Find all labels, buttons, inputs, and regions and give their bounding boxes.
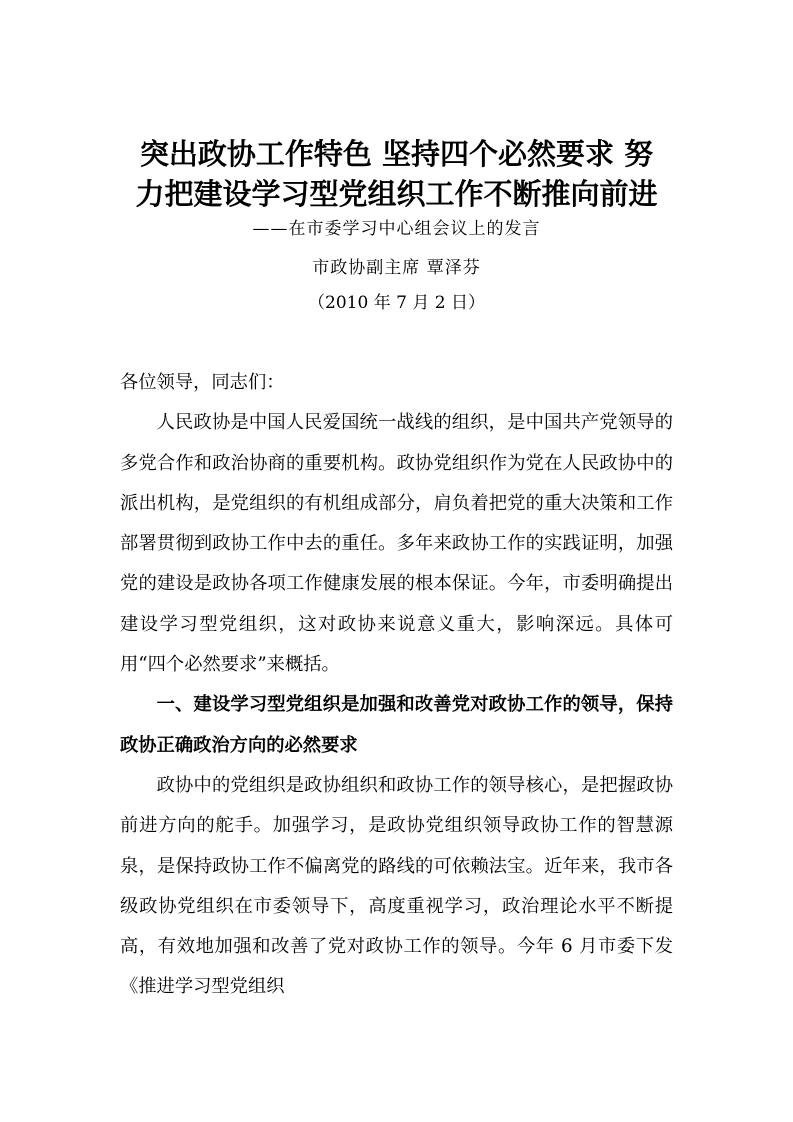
salutation: 各位领导，同志们：: [120, 372, 285, 393]
document-title-line-1: 突出政协工作特色 坚持四个必然要求 努: [139, 137, 654, 171]
section-heading-1: 一、建设学习型党组织是加强和改善党对政协工作的领导，保持政协正确政治方向的必然要求: [120, 694, 673, 756]
paragraph-intro: 人民政协是中国人民爱国统一战线的组织，是中国共产党领导的多党合作和政治协商的重要机构。政协党组织作为党在人民政协中的派出机构，是党组织的有机组成部分，肩负着把党的重大决策和工作部署贯彻到政协工作中去的重任。多年来政协工作的实践证明，加强党的建设是政协各项工作健康发展的根本保证。今年，市委明确提出建设学习型党组织，这对政协来说意义重大，影响深远。具体可用“四个必然要求”来概括。: [120, 412, 673, 676]
document-title-line-2: 力把建设学习型党组织工作不断推向前进: [135, 177, 658, 211]
document-body: [120, 363, 673, 1008]
paragraph-section-1: 政协中的党组织是政协组织和政协工作的领导核心，是把握政协前进方向的舵手。加强学习，是政协党组织领导政协工作的智慧源泉，是保持政协工作不偏离党的路线的可依赖法宝。近年来，我市各级政协党组织在市委领导下，高度重视学习，政治理论水平不断提高，有效地加强和改善了党对政协工作的领导。今年 6 月市委下发《推进学习型党组织: [120, 774, 673, 998]
document-author: 市政协副主席 覃泽芬: [312, 258, 481, 278]
document-subtitle: ——在市委学习中心组会议上的发言: [252, 219, 541, 239]
document-date: （2010 年 7 月 2 日）: [308, 293, 485, 313]
